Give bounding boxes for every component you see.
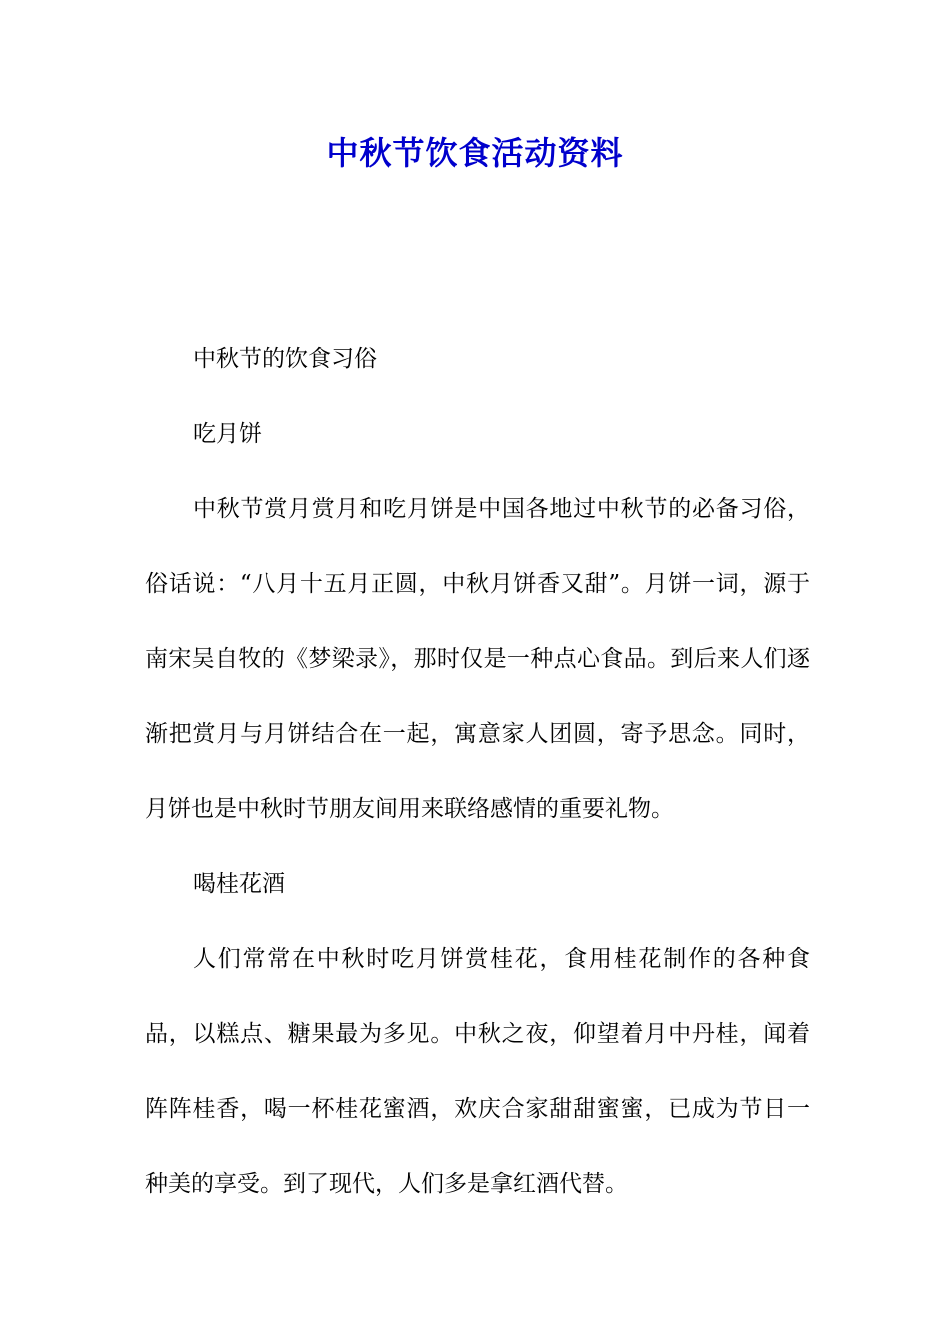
subsection-heading-mooncake: 吃月饼 [193,421,262,447]
paragraph-mooncake: 中秋节赏月赏月和吃月饼是中国各地过中秋节的必备习俗，俗话说：“八月十五月正圆，中秋月饼香又甜”。月饼一词，源于南宋吴自牧的《梦梁录》，那时仅是一种点心食品。到后来人们逐渐把赏月与月饼结合在一起，寓意家人团圆，寄予思念。同时，月饼也是中秋时节朋友间用来联络感情的重要礼物。 [145,496,810,822]
section-heading: 中秋节的饮食习俗 [193,346,377,372]
subsection-heading-osmanthus-wine: 喝桂花酒 [193,871,285,897]
paragraph-osmanthus-wine: 人们常常在中秋时吃月饼赏桂花，食用桂花制作的各种食品，以糕点、糖果最为多见。中秋之夜，仰望着月中丹桂，闻着阵阵桂香，喝一杯桂花蜜酒，欢庆合家甜甜蜜蜜，已成为节日一种美的享受。到了现代，人们多是拿红酒代替。 [145,946,810,1197]
document-title: 中秋节饮食活动资料 [326,134,624,172]
document-body [145,322,810,1222]
